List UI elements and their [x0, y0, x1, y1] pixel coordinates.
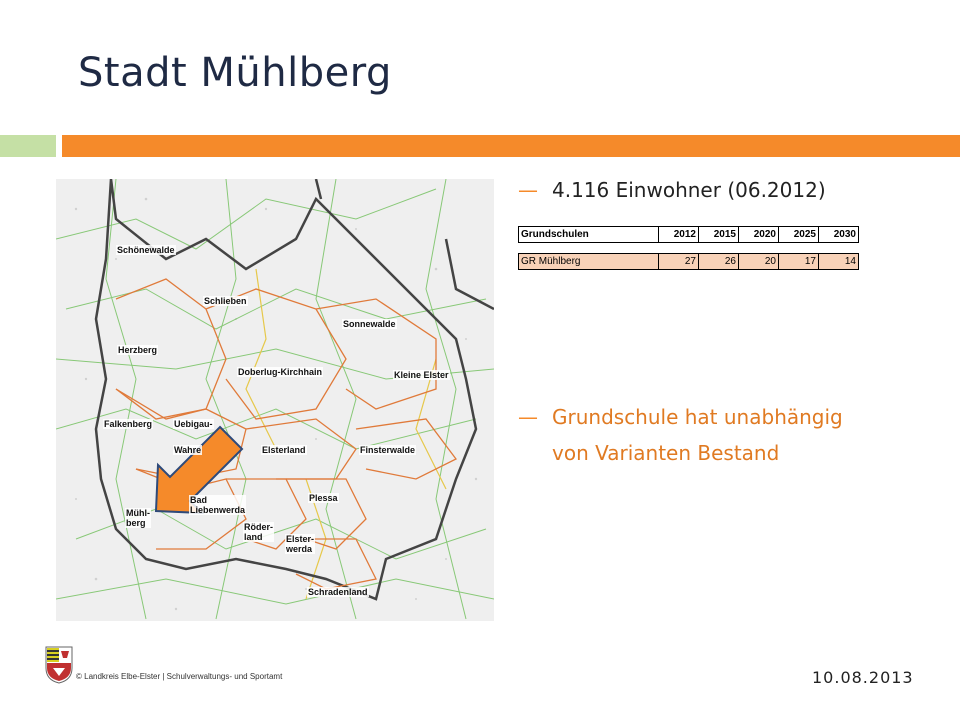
- table-header-cell: 2025: [779, 227, 819, 243]
- map-label-muehlberg: Mühl- berg: [126, 508, 150, 528]
- map-label-bad-liebenwerda: Bad Liebenwerda: [190, 495, 246, 515]
- bullet-dash: —: [518, 405, 538, 429]
- accent-bar-green: [0, 135, 56, 157]
- map-label-schradenland: Schradenland: [308, 587, 368, 597]
- map-label-roederland: Röder- land: [244, 522, 273, 542]
- map-label-elsterland: Elsterland: [262, 445, 306, 455]
- map-label-elsterwerda: Elster- werda: [286, 534, 315, 554]
- footer-date: 10.08.2013: [812, 668, 914, 687]
- map-label-falkenberg: Falkenberg: [104, 419, 153, 429]
- table-header-cell: 2030: [819, 227, 859, 243]
- table-cell: 14: [819, 254, 859, 270]
- map-label-finsterwalde: Finsterwalde: [360, 445, 416, 455]
- table-cell: 27: [659, 254, 699, 270]
- table-cell: GR Mühlberg: [519, 254, 659, 270]
- map-label-schoenewalde: Schönewalde: [117, 245, 175, 255]
- table-header-row: [519, 227, 859, 243]
- map-label-kleine-elster: Kleine Elster: [394, 370, 449, 380]
- map-label-sonnewalde: Sonnewalde: [343, 319, 396, 329]
- bullet-dash: —: [518, 178, 538, 202]
- page-title: Stadt Mühlberg: [78, 50, 392, 96]
- table-header-cell: 2015: [699, 227, 739, 243]
- table-header-cell: 2020: [739, 227, 779, 243]
- map-label-herzberg: Herzberg: [118, 345, 158, 355]
- bullet-school: [518, 399, 938, 471]
- table-cell: 20: [739, 254, 779, 270]
- footer-copyright: © Landkreis Elbe-Elster | Schulverwaltungs- und Sportamt: [76, 672, 283, 681]
- map-label-plessa: Plessa: [309, 493, 338, 503]
- map-label-wahrenbrueck: Wahre: [174, 445, 202, 455]
- bullet-school-line-1: Grundschule hat unabhängig: [552, 405, 843, 429]
- bullet-school-text: [552, 399, 892, 471]
- map-label-uebigau: Uebigau-: [174, 419, 213, 429]
- bullet-population-text: 4.116 Einwohner (06.2012): [552, 178, 826, 202]
- bullet-population: [518, 178, 826, 202]
- table-cell: 26: [699, 254, 739, 270]
- table-header-cell: Grundschulen: [519, 227, 659, 243]
- map-label-doberlug: Doberlug-Kirchhain: [238, 367, 323, 377]
- table-spacer-row: [519, 243, 859, 254]
- accent-bar-orange: [62, 135, 960, 157]
- map-label-schlieben: Schlieben: [204, 296, 247, 306]
- district-map: [56, 179, 494, 621]
- table-cell: 17: [779, 254, 819, 270]
- school-table: [518, 226, 859, 270]
- table-header-cell: 2012: [659, 227, 699, 243]
- coat-of-arms-icon: [45, 646, 73, 684]
- table-row: [519, 254, 859, 270]
- bullet-school-line-2: von Varianten Bestand: [552, 441, 780, 465]
